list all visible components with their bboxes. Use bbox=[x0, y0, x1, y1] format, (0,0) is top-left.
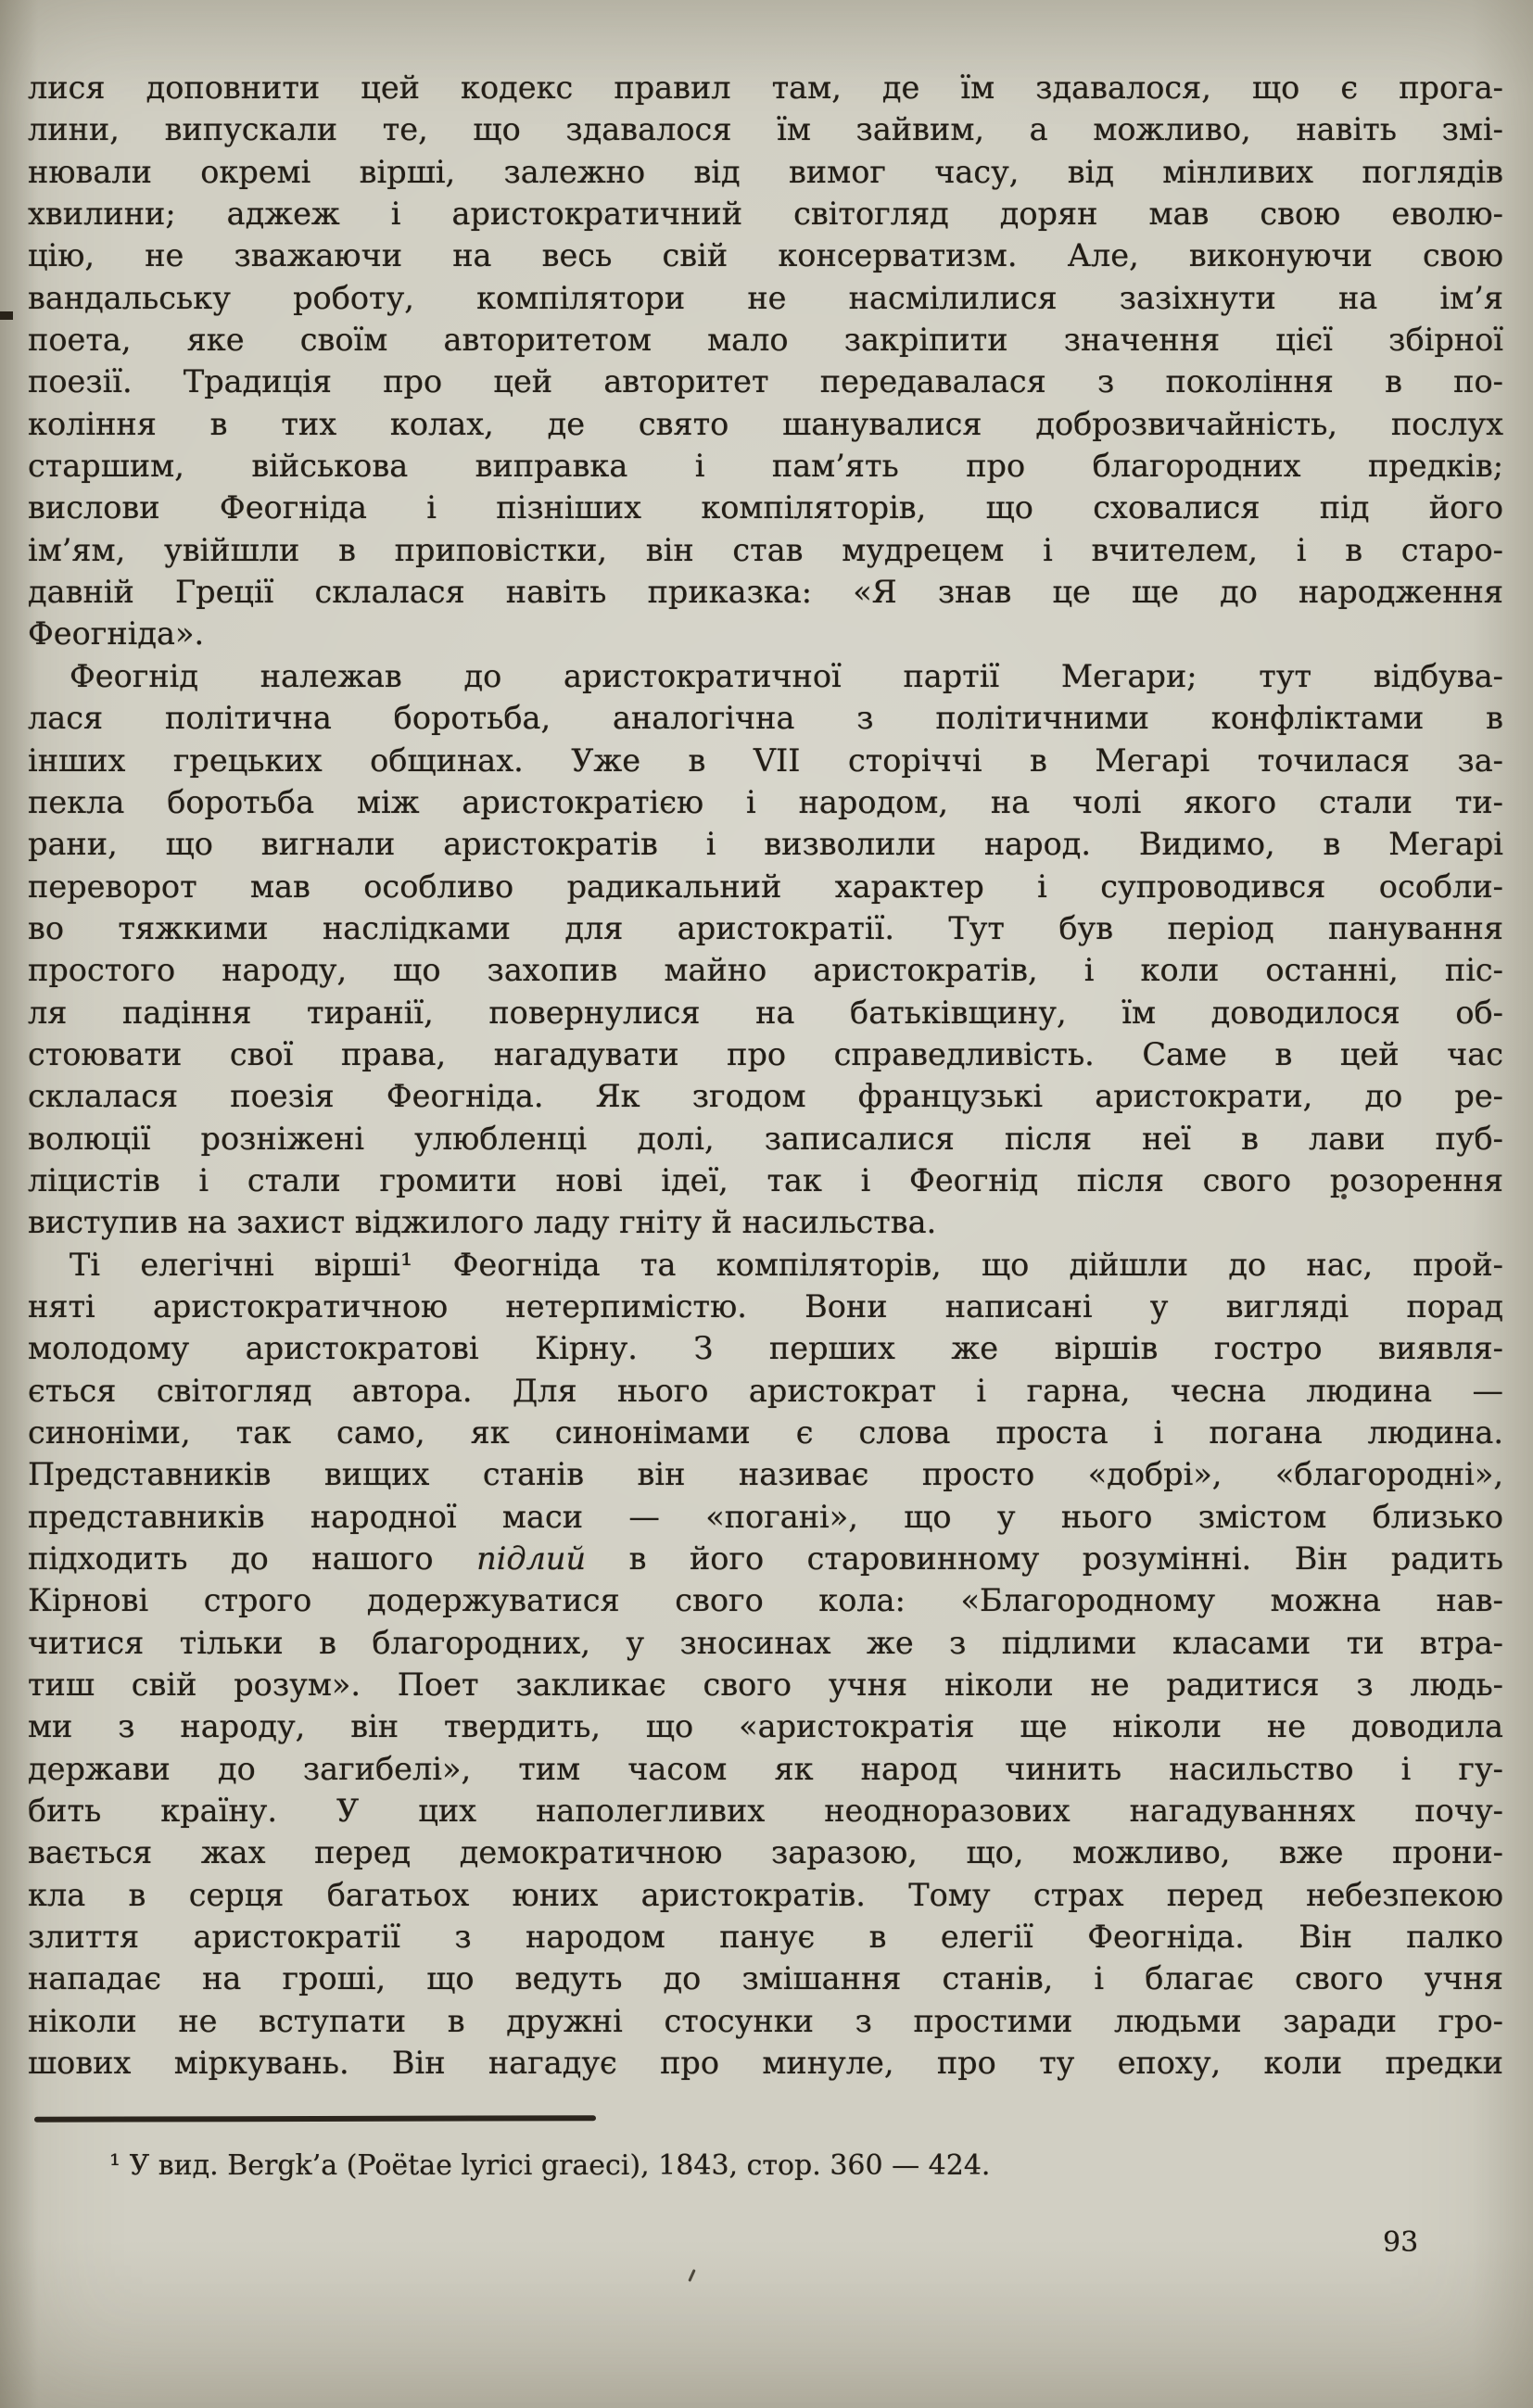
text-line: кла в серця багатьох юних аристократів. Тому страх перед небезпекою bbox=[28, 1876, 1503, 1913]
text-line: вислови Феогніда і пізніших компіляторів, що сховалися під його bbox=[28, 489, 1503, 526]
text-line: представників народної маси — «погані», що у нього змістом близько bbox=[28, 1498, 1503, 1535]
text-line: синоніми, так само, як синонімами є слова проста і погана людина. bbox=[28, 1414, 1503, 1451]
text-line: ім’ям, увійшли в приповістки, він став мудрецем і вчителем, і в старо- bbox=[28, 531, 1503, 568]
text-line: лася політична боротьба, аналогічна з політичними конфліктами в bbox=[28, 700, 1503, 737]
text-line: волюції розніжені улюбленці долі, записалися після неї в лави пуб- bbox=[28, 1120, 1503, 1157]
footnote-text: ¹ У вид. Bergk’a (Poëtae lyrici graeci), 1843, стор. 360 — 424. bbox=[109, 2149, 991, 2182]
text-line: няті аристократичною нетерпимістю. Вони написані у вигляді порад bbox=[28, 1287, 1503, 1324]
text-line: нювали окремі вірші, залежно від вимог часу, від мінливих поглядів bbox=[28, 153, 1503, 190]
text-line: інших грецьких общинах. Уже в VII сторіччі в Мегарі точилася за- bbox=[28, 741, 1503, 779]
text-line: ніколи не вступати в дружні стосунки з простими людьми заради гро- bbox=[28, 2002, 1503, 2039]
text-line: тиш свій розум». Поет закликає свого учня ніколи не радитися з людь- bbox=[28, 1667, 1503, 1704]
text-line: нападає на гроші, що ведуть до змішання станів, і благає свого учня bbox=[28, 1960, 1503, 1997]
text-line: Ті елегічні вірші¹ Феогніда та компіляторів, що дійшли до нас, прой- bbox=[70, 1246, 1503, 1283]
text-line: во тяжкими наслідками для аристократії. Тут був період панування bbox=[28, 909, 1503, 946]
scan-speck bbox=[688, 2269, 695, 2282]
text-line: старшим, військова виправка і пам’ять про благородних предків; bbox=[28, 448, 1503, 485]
text-line: хвилини; аджеж і аристократичний світогляд дорян мав свою еволю- bbox=[28, 196, 1503, 233]
text-line: давній Греції склалася навіть приказка: «Я знав це ще до народження bbox=[28, 574, 1503, 611]
text-line: ється світогляд автора. Для нього аристократ і гарна, чесна людина — bbox=[28, 1372, 1503, 1409]
text-body bbox=[28, 67, 1503, 2085]
text-line: лини, випускали те, що здавалося їм зайвим, а можливо, навіть змі- bbox=[28, 111, 1503, 148]
text-line: ліцистів і стали громити нові ідеї, так і Феогнід після свого розорення bbox=[28, 1161, 1503, 1198]
text-line: Представників вищих станів він називає просто «добрі», «благородні», bbox=[28, 1456, 1503, 1493]
text-line: поезії. Традиція про цей авторитет передавалася з покоління в по- bbox=[28, 363, 1503, 400]
text-line: переворот мав особливо радикальний характер і супроводився особли- bbox=[28, 868, 1503, 905]
text-line: Феогнід належав до аристократичної партії Мегари; тут відбува- bbox=[70, 657, 1503, 694]
text-line: виступив на захист віджилого ладу гніту й насильства. bbox=[28, 1204, 937, 1241]
text-line: держави до загибелі», тим часом як народ чинить насильство і гу- bbox=[28, 1750, 1503, 1787]
text-line: читися тільки в благородних, у зносинах же з підлими класами ти втра- bbox=[28, 1624, 1503, 1661]
text-line: простого народу, що захопив майно аристократів, і коли останні, піс- bbox=[28, 952, 1503, 989]
text-line: рани, що вигнали аристократів і визволили народ. Видимо, в Мегарі bbox=[28, 826, 1503, 863]
text-segment: підходить до нашого bbox=[28, 1540, 477, 1578]
text-line: склалася поезія Феогніда. Як згодом французькі аристократи, до ре- bbox=[28, 1078, 1503, 1115]
text-line bbox=[28, 1538, 1503, 1579]
text-line: ми з народу, він твердить, що «аристократія ще ніколи не доводила bbox=[28, 1708, 1503, 1745]
text-line: бить країну. У цих наполегливих неодноразових нагадуваннях почу- bbox=[28, 1793, 1503, 1830]
page-number: 93 bbox=[1383, 2226, 1419, 2259]
text-line: шових міркувань. Він нагадує про минуле, про ту епоху, коли предки bbox=[28, 2045, 1503, 2082]
footnote-separator-rule bbox=[34, 2115, 596, 2123]
scan-artifact-dash bbox=[0, 311, 13, 320]
text-line: стоювати свої права, нагадувати про справедливість. Саме в цей час bbox=[28, 1035, 1503, 1072]
text-segment: в його старовинному розумінні. Він радить bbox=[586, 1540, 1503, 1578]
text-line: цію, не зважаючи на весь свій консерватизм. Але, виконуючи свою bbox=[28, 237, 1503, 274]
text-line: поета, яке своїм авторитетом мало закріпити значення цієї збірної bbox=[28, 322, 1503, 359]
text-line: лися доповнити цей кодекс правил там, де їм здавалося, що є прога- bbox=[28, 70, 1503, 106]
text-line: вається жах перед демократичною заразою, що, можливо, вже прони- bbox=[28, 1834, 1503, 1871]
text-line: злиття аристократії з народом панує в елегії Феогніда. Він палко bbox=[28, 1919, 1503, 1956]
italic-term: підлий bbox=[476, 1540, 587, 1578]
text-line: Кірнові строго додержуватися свого кола: «Благородному можна нав- bbox=[28, 1582, 1503, 1619]
text-line: вандальську роботу, компілятори не насмілилися зазіхнути на ім’я bbox=[28, 279, 1503, 316]
text-line: Феогніда». bbox=[28, 615, 205, 653]
text-line: ля падіння тиранії, повернулися на батьківщину, їм доводилося об- bbox=[28, 994, 1503, 1031]
text-line: коління в тих колах, де свято шанувалися доброзвичайність, послух bbox=[28, 405, 1503, 442]
text-line: пекла боротьба між аристократією і народом, на чолі якого стали ти- bbox=[28, 783, 1503, 820]
text-line: молодому аристократові Кірну. З перших же віршів гостро виявля- bbox=[28, 1330, 1503, 1367]
